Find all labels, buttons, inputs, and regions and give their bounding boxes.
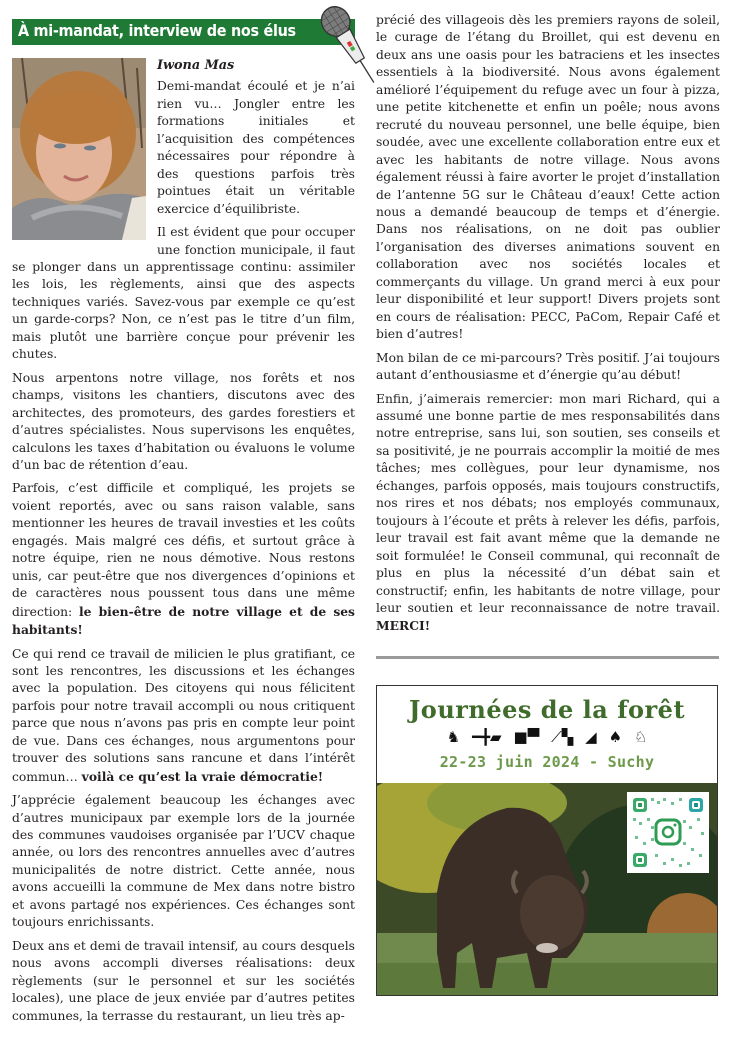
paragraph-text: se plonger dans un apprentissage continu: assimiler les lois, les règlements, ainsi que des aspects techniques variés. Savez-vous par exemple ce qu’est un garde-corps? Non, ce n’est pas le titre d’un film, mais plutôt une barrière conçue pour prévenir les chutes. xyxy=(12,259,355,362)
paragraph: précié des villageois dès les premiers rayons de soleil, le curage de l’étang du Broillet, qui est devenu en deux ans une oasis pour les batraciens et les insectes essentiels à la biodiversité. Nous avons également amélioré l’équipement du refuge avec un four à pizza, une petite kitchenette et enfin un poêle; nous avons recruté du nouveau personnel, une belle équipe, bien soudée, avec une excellente collaboration entre eux et avec les habitants de notre village. Nous avons également réussi à faire avorter le projet d’installation de l’antenne 5G sur le Château d’eaux! Cette action nous a demandé beaucoup de temps et d’énergie. Dans nos réalisations, on ne doit pas oublier l’organisation des diverses animations souvent en collaboration avec nos sociétés locales et commerçants du village. Un grand merci à eux pour leur disponibilité et leur support! Divers projets sont en cours de réalisation: PECC, PaCom, Repair Café et bien d’autres! xyxy=(376,13,720,342)
emphasis-text: le bien-être de notre village et de ses habitants! xyxy=(12,603,355,638)
beaver-icon: ◢ xyxy=(585,727,597,746)
section-header xyxy=(12,19,355,45)
paragraph xyxy=(12,480,355,639)
poster-title: Journées de la forêt xyxy=(408,694,686,724)
right-column xyxy=(376,12,720,996)
paragraph xyxy=(376,391,720,636)
paragraph xyxy=(12,224,355,364)
deer-icon: ♘ xyxy=(633,727,648,746)
poster-date: 22-23 juin 2024 - Suchy xyxy=(439,752,655,771)
paragraph-text: Ce qui rend ce travail de milicien le plus gratifiant, ce sont les rencontres, les discussions et les échanges avec la population. Des citoyens qui nous félicitent parfois pour notre travail accompli ou nous critiquent parce que nous n’avons pas pris en compte leur point de vue. Dans ces échanges, nous argumentons pour trouver des solutions sans rancune et dans l’intérêt commun… xyxy=(12,646,355,784)
left-column xyxy=(12,57,355,1031)
chainsaw-icon: ━╋▰ xyxy=(471,727,502,746)
emphasis-text: voilà ce qu’est la vraie démocratie! xyxy=(81,768,324,784)
event-poster xyxy=(376,685,718,996)
paragraph-text: Parfois, c’est difficile et compliqué, les projets se voient reportés, avec ou sans raison valable, sans mentionner les heures de travail investies et les coûts engagés. Mais malgré ces défis, et surtout grâce à notre équipe, rien ne nous démotive. Nous restons unis, car peut-être que nos divergences d’opinions et de caractères nous poussent tous dans une même direction: xyxy=(12,481,355,619)
paragraph: J’apprécie également beaucoup les échanges avec d’autres municipaux par exemple lors de la journée des communes vaudoises organisée par l’UCV chaque année, ou lors des rencontres annuelles avec d’autres municipalités de notre district. Cette année, nous avons accueilli la commune de Mex dans notre bistro et avons partagé nos expériences. Ces échanges sont toujours enrichissants. xyxy=(12,793,355,930)
paragraph: Deux ans et demi de travail intensif, au cours desquels nous avons accompli diverses réalisations: deux règlements (sur le personnel et sur les sociétés locales), une place de jeux enviée par d’autres petites communes, la terrasse du restaurant, un lieu très ap- xyxy=(12,938,355,1023)
poster-icon-row xyxy=(377,728,717,747)
paragraph: Nous arpentons notre village, nos forêts et nos champs, visitons les chantiers, discutons avec des architectes, des promoteurs, des gardes forestiers et d’autres spécialistes. Nous supervisons les enquêtes, calculons les taxes d’habitation ou évaluons le volume d’un bac de rétention d’eau. xyxy=(12,370,355,472)
squirrel-icon: ♞ xyxy=(446,727,461,746)
author-name: Iwona Mas xyxy=(157,58,235,73)
paragraph: Demi-mandat écoulé et je n’ai rien vu… Jongler entre les formations initiales et l’acquisition des compétences nécessaires pour répondre à des questions parfois très pointues était un véritable exercice d’équilibriste. xyxy=(157,79,355,216)
portrait-photo xyxy=(12,58,146,240)
section-title: À mi-mandat, interview de nos élus xyxy=(18,21,296,40)
paragraph-text: Il est évident que pour occuper une fonction municipale, il faut xyxy=(157,225,355,257)
divider xyxy=(376,656,719,659)
mushroom-icon: ♠ xyxy=(608,727,623,746)
bison-icon: ■▀ xyxy=(513,727,540,746)
paragraph xyxy=(12,646,355,787)
paragraph-text: Enfin, j’aimerais remercier: mon mari Richard, qui a assumé une bonne partie de mes responsabilités dans notre entreprise, sans lui, son soutien, ses conseils et sa positivité, je ne pourrais accomplir la moitié de mes tâches; mes collègues, pour leur dynamisme, nos échanges, parfois opposés, mais toujours constructifs, nos rires et nos débats; nos employés communaux, toujours à l’écoute et prêts à relever les défis, parfois, leur travail est fait avant même que la demande ne soit formulée! le Conseil communal, qui reconnaît de plus en plus la nécessité d’un débat sain et constructif; enfin, les habitants de notre village, pour leur soutien et leur reconnaissance de notre travail. xyxy=(376,391,720,615)
instagram-qr-code[interactable] xyxy=(627,792,709,873)
paragraph: Mon bilan de ce mi-parcours? Très positif. J’ai toujours autant d’enthousiasme et d’énergie qu’au début! xyxy=(376,350,720,383)
excavator-icon: ⟋▚ xyxy=(551,727,574,746)
emphasis-text: MERCI! xyxy=(376,618,431,634)
